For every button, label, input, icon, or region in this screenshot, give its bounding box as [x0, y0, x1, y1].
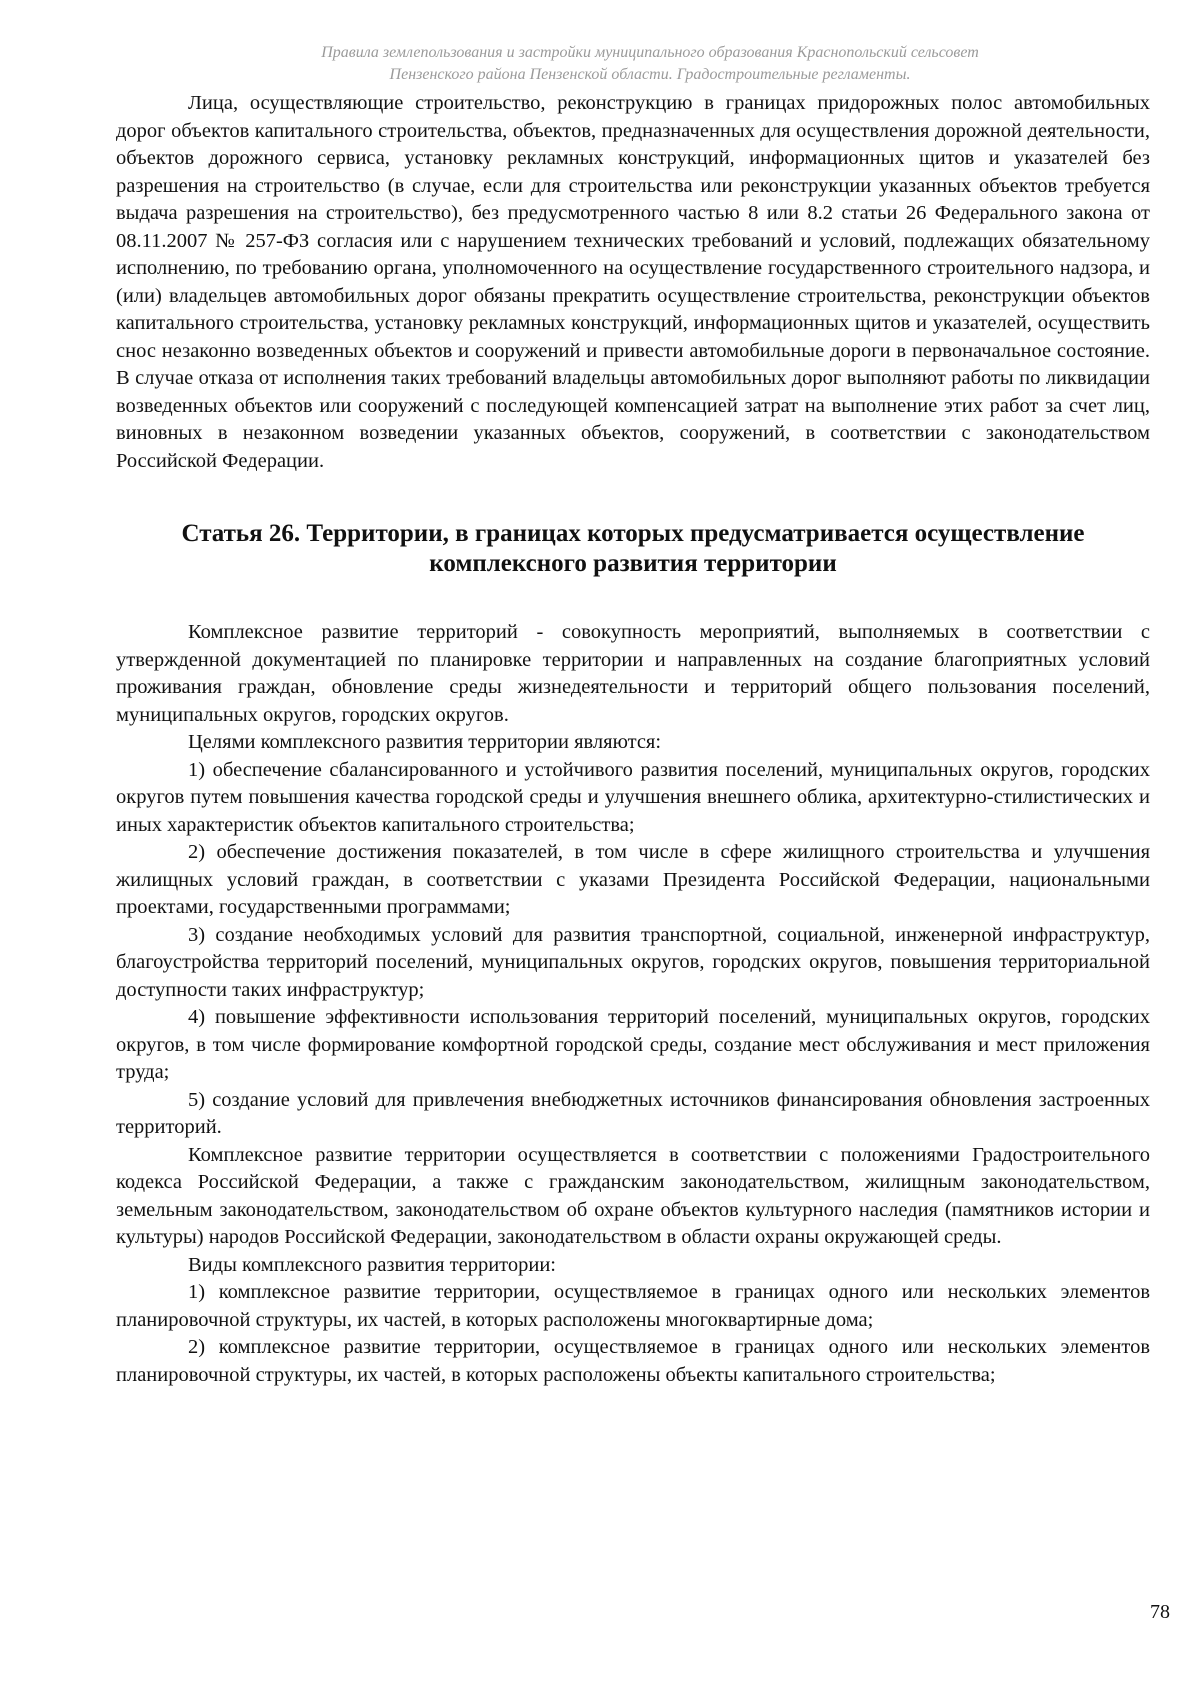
paragraph: Комплексное развитие территории осуществляется в соответствии с положениями Градостроительного кодекса Российской Федерации, а также с гражданским законодательством, жилищным законодательством, земельным законодательством, законодательством об охране объектов культурного наследия (памятников истории и культуры) народов Российской Федерации, законодательством в области охраны окружающей среды. — [116, 1143, 1150, 1248]
page-number: 78 — [1150, 1601, 1170, 1623]
paragraph: Виды комплексного развития территории: — [188, 1253, 556, 1276]
paragraph: Лица, осуществляющие строительство, реконструкцию в границах придорожных полос автомобильных дорог объектов капитального строительства, объектов, предназначенных для осуществления дорожной деятельности, объектов дорожного сервиса, установку рекламных конструкций, информационных щитов и указателей без разрешения на строительство (в случае, если для строительства или реконструкции указанных объектов требуется выдача разрешения на строительство), без предусмотренного частью 8 или 8.2 статьи 26 Федерального закона от 08.11.2007 № 257-ФЗ согласия или с нарушением технических требований и условий, подлежащих обязательному исполнению, по требованию органа, уполномоченного на осуществление государственного строительного надзора, и (или) владельцев автомобильных дорог обязаны прекратить осуществление строительства, реконструкции объектов капитального строительства, установку рекламных конструкций, информационных щитов и указателей, осуществить снос незаконно возведенных объектов и сооружений и привести автомобильные дороги в первоначальное состояние. В случае отказа от исполнения таких требований владельцы автомобильных дорог выполняют работы по ликвидации возведенных объектов или сооружений с последующей компенсацией затрат на выполнение этих работ за счет лиц, виновных в незаконном возведении указанных объектов, сооружений, в соответствии с законодательством Российской Федерации. — [116, 92, 1150, 472]
paragraph: Целями комплексного развития территории являются: — [188, 731, 662, 753]
running-header-line-2: Пензенского района Пензенской области. Градостроительные регламенты. — [389, 66, 911, 83]
list-item: 1) комплексное развитие территории, осуществляемое в границах одного или нескольких элементов планировочной структуры, их частей, в которых расположены многоквартирные дома; — [116, 1281, 1150, 1331]
paragraph: Комплексное развитие территорий - совокупность мероприятий, выполняемых в соответствии с утвержденной документацией по планировке территории и направленных на создание благоприятных условий проживания граждан, обновление среды жизнедеятельности и территорий общего пользования поселений, муниципальных округов, городских округов. — [116, 621, 1150, 726]
list-item: 4) повышение эффективности использования территорий поселений, муниципальных округов, городских округов, в том числе формирование комфортной городской среды, создание мест обслуживания и мест приложения труда; — [116, 1006, 1150, 1083]
list-item: 3) создание необходимых условий для развития транспортной, социальной, инженерной инфраструктур, благоустройства территорий поселений, муниципальных округов, городских округов, повышения территориальной доступности таких инфраструктур; — [116, 923, 1150, 1001]
running-header-line-1: Правила землепользования и застройки муниципального образования Краснопольский сельсовет — [321, 44, 979, 61]
list-item: 2) комплексное развитие территории, осуществляемое в границах одного или нескольких элементов планировочной структуры, их частей, в которых расположены объекты капитального строительства; — [116, 1336, 1150, 1386]
document-body — [116, 90, 1150, 1389]
list-item: 1) обеспечение сбалансированного и устойчивого развития поселений, муниципальных округов, городских округов путем повышения качества городской среды и улучшения внешнего облика, архитектурно-стилистических и иных характеристик объектов капитального строительства; — [116, 758, 1150, 836]
article-title: Статья 26. Территории, в границах которых предусматривается осуществление комплексного развития территории — [181, 520, 1085, 577]
list-item: 5) создание условий для привлечения внебюджетных источников финансирования обновления застроенных территорий. — [116, 1088, 1150, 1138]
running-header — [200, 42, 1100, 86]
list-item: 2) обеспечение достижения показателей, в том числе в сфере жилищного строительства и улучшения жилищных условий граждан, в соответствии с указами Президента Российской Федерации, национальными проектами, государственными программами; — [116, 841, 1150, 918]
